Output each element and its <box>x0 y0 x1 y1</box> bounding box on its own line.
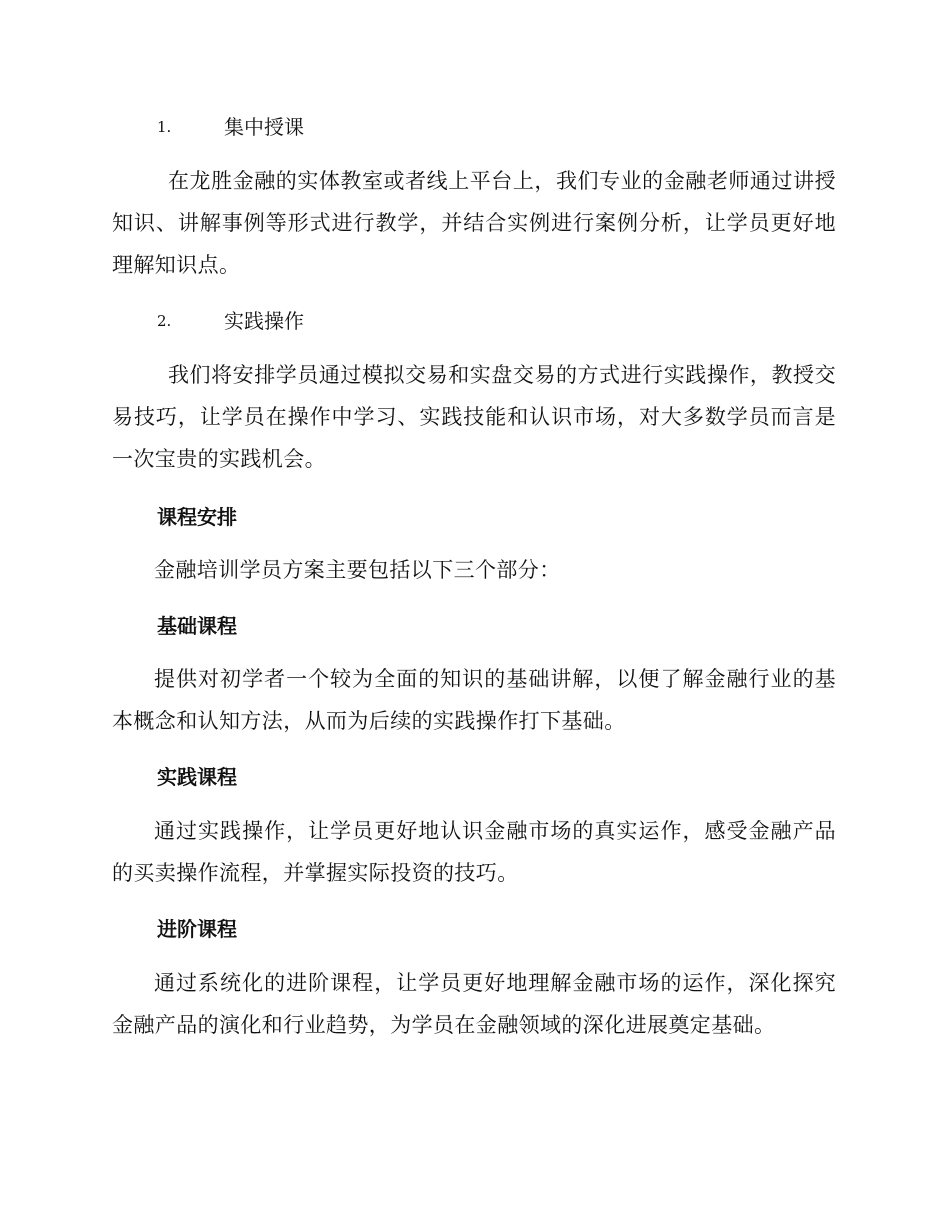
paragraph-basic: 提供对初学者一个较为全面的知识的基础讲解，以便了解金融行业的基本概念和认知方法，从而为后续的实践操作打下基础。 <box>112 667 836 733</box>
section-heading-practice: 实践课程 <box>157 765 237 789</box>
section-heading-basic: 基础课程 <box>157 614 237 638</box>
paragraph-practice: 我们将安排学员通过模拟交易和实盘交易的方式进行实践操作，教授交易技巧，让学员在操作中学习、实践技能和认识市场，对大多数学员而言是一次宝贵的实践机会。 <box>112 363 836 471</box>
paragraph-advanced: 通过系统化的进阶课程，让学员更好地理解金融市场的运作，深化探究金融产品的演化和行业趋势，为学员在金融领域的深化进展奠定基础。 <box>112 971 836 1037</box>
list-label: 实践操作 <box>224 309 304 333</box>
list-label: 集中授课 <box>224 115 304 139</box>
list-number: 1. <box>157 118 172 136</box>
section-heading-advanced: 进阶课程 <box>157 917 237 941</box>
list-number: 2. <box>157 312 172 330</box>
paragraph-practice-course: 通过实践操作，让学员更好地认识金融市场的真实运作，感受金融产品的买卖操作流程，并掌握实际投资的技巧。 <box>112 819 836 885</box>
paragraph-schedule-intro: 金融培训学员方案主要包括以下三个部分： <box>154 558 561 582</box>
section-heading-schedule: 课程安排 <box>157 505 237 529</box>
paragraph-classroom: 在龙胜金融的实体教室或者线上平台上，我们专业的金融老师通过讲授知识、讲解事例等形式进行教学，并结合实例进行案例分析，让学员更好地理解知识点。 <box>112 169 836 277</box>
